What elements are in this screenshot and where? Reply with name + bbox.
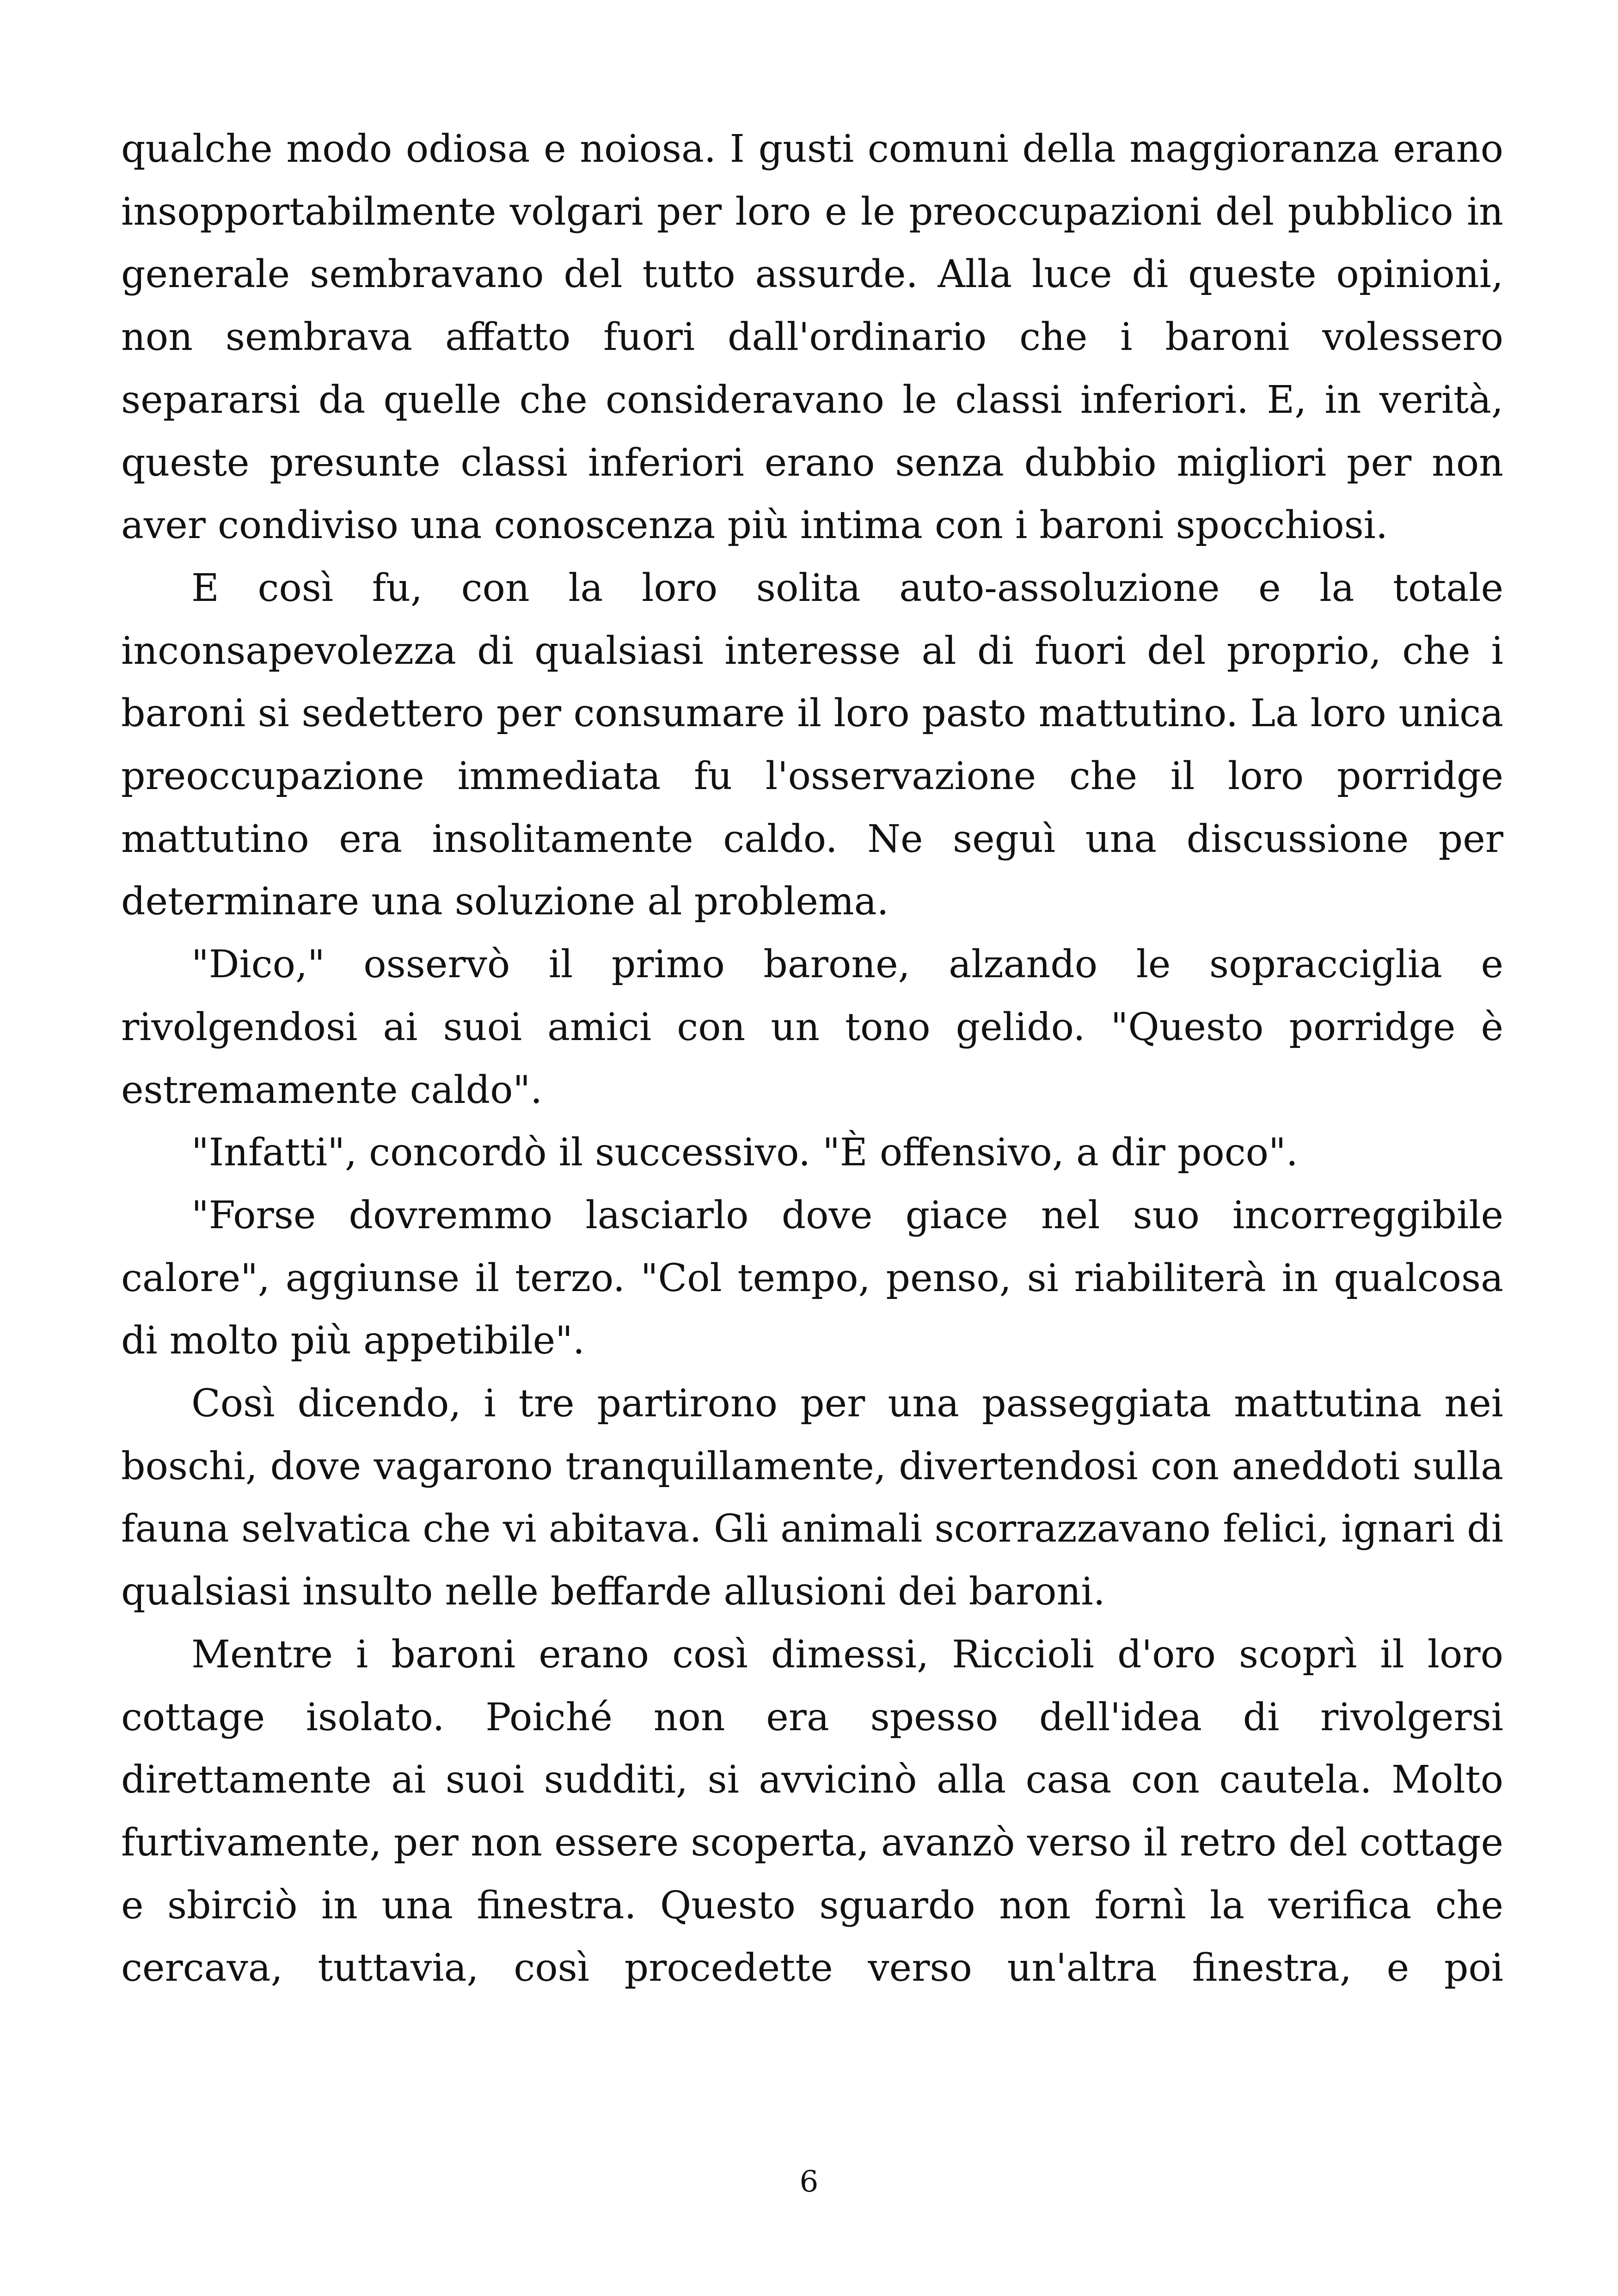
paragraph: "Infatti", concordò il successivo. "È offensivo, a dir poco". bbox=[191, 1131, 1298, 1175]
paragraph: E così fu, con la loro solita auto-assoluzione e la totale inconsapevolezza di qualsiasi interesse al di fuori del proprio, che i baroni si sedettero per consumare il loro pasto mattutino. La loro unica preoccupazione immediata fu l'osservazione che il loro porridge mattutino era insolitamente caldo. Ne seguì una discussione per determinare una soluzione al problema. bbox=[121, 566, 1503, 924]
paragraph-last: Mentre i baroni erano così dimessi, Riccioli d'oro scoprì il loro cottage isolato. Poiché non era spesso dell'idea di rivolgersi direttamente ai suoi sudditi, si avvicinò alla casa con cautela. Molto furtivamente, per non essere scoperta, avanzò verso il retro del cottage e sbirciò in una finestra. Questo sguardo non fornì la verifica che cercava, tuttavia, così procedette verso un'altra finestra, e poi bbox=[121, 1632, 1503, 1990]
body-text bbox=[121, 118, 1503, 2000]
paragraph: Così dicendo, i tre partirono per una passeggiata mattutina nei boschi, dove vagarono tranquillamente, divertendosi con aneddoti sulla fauna selvatica che vi abitava. Gli animali scorrazzavano felici, ignari di qualsiasi insulto nelle beffarde allusioni dei baroni. bbox=[121, 1382, 1503, 1614]
paragraph: "Dico," osservò il primo barone, alzando le sopracciglia e rivolgendosi ai suoi amici con un tono gelido. "Questo porridge è estremamente caldo". bbox=[121, 943, 1503, 1112]
page-number: 6 bbox=[799, 2165, 819, 2199]
paragraph: "Forse dovremmo lasciarlo dove giace nel suo incorreggibile calore", aggiunse il terzo. "Col tempo, penso, si riabiliterà in qualcosa di molto più appetibile". bbox=[121, 1193, 1503, 1363]
paragraph-continued: qualche modo odiosa e noiosa. I gusti comuni della maggioranza erano insopportabilmente volgari per loro e le preoccupazioni del pubblico in generale sembravano del tutto assurde. Alla luce di queste opinioni, non sembrava affatto fuori dall'ordinario che i baroni volessero separarsi da quelle che consideravano le classi inferiori. E, in verità, queste presunte classi inferiori erano senza dubbio migliori per non aver condiviso una conoscenza più intima con i baroni spocchiosi. bbox=[121, 127, 1503, 548]
